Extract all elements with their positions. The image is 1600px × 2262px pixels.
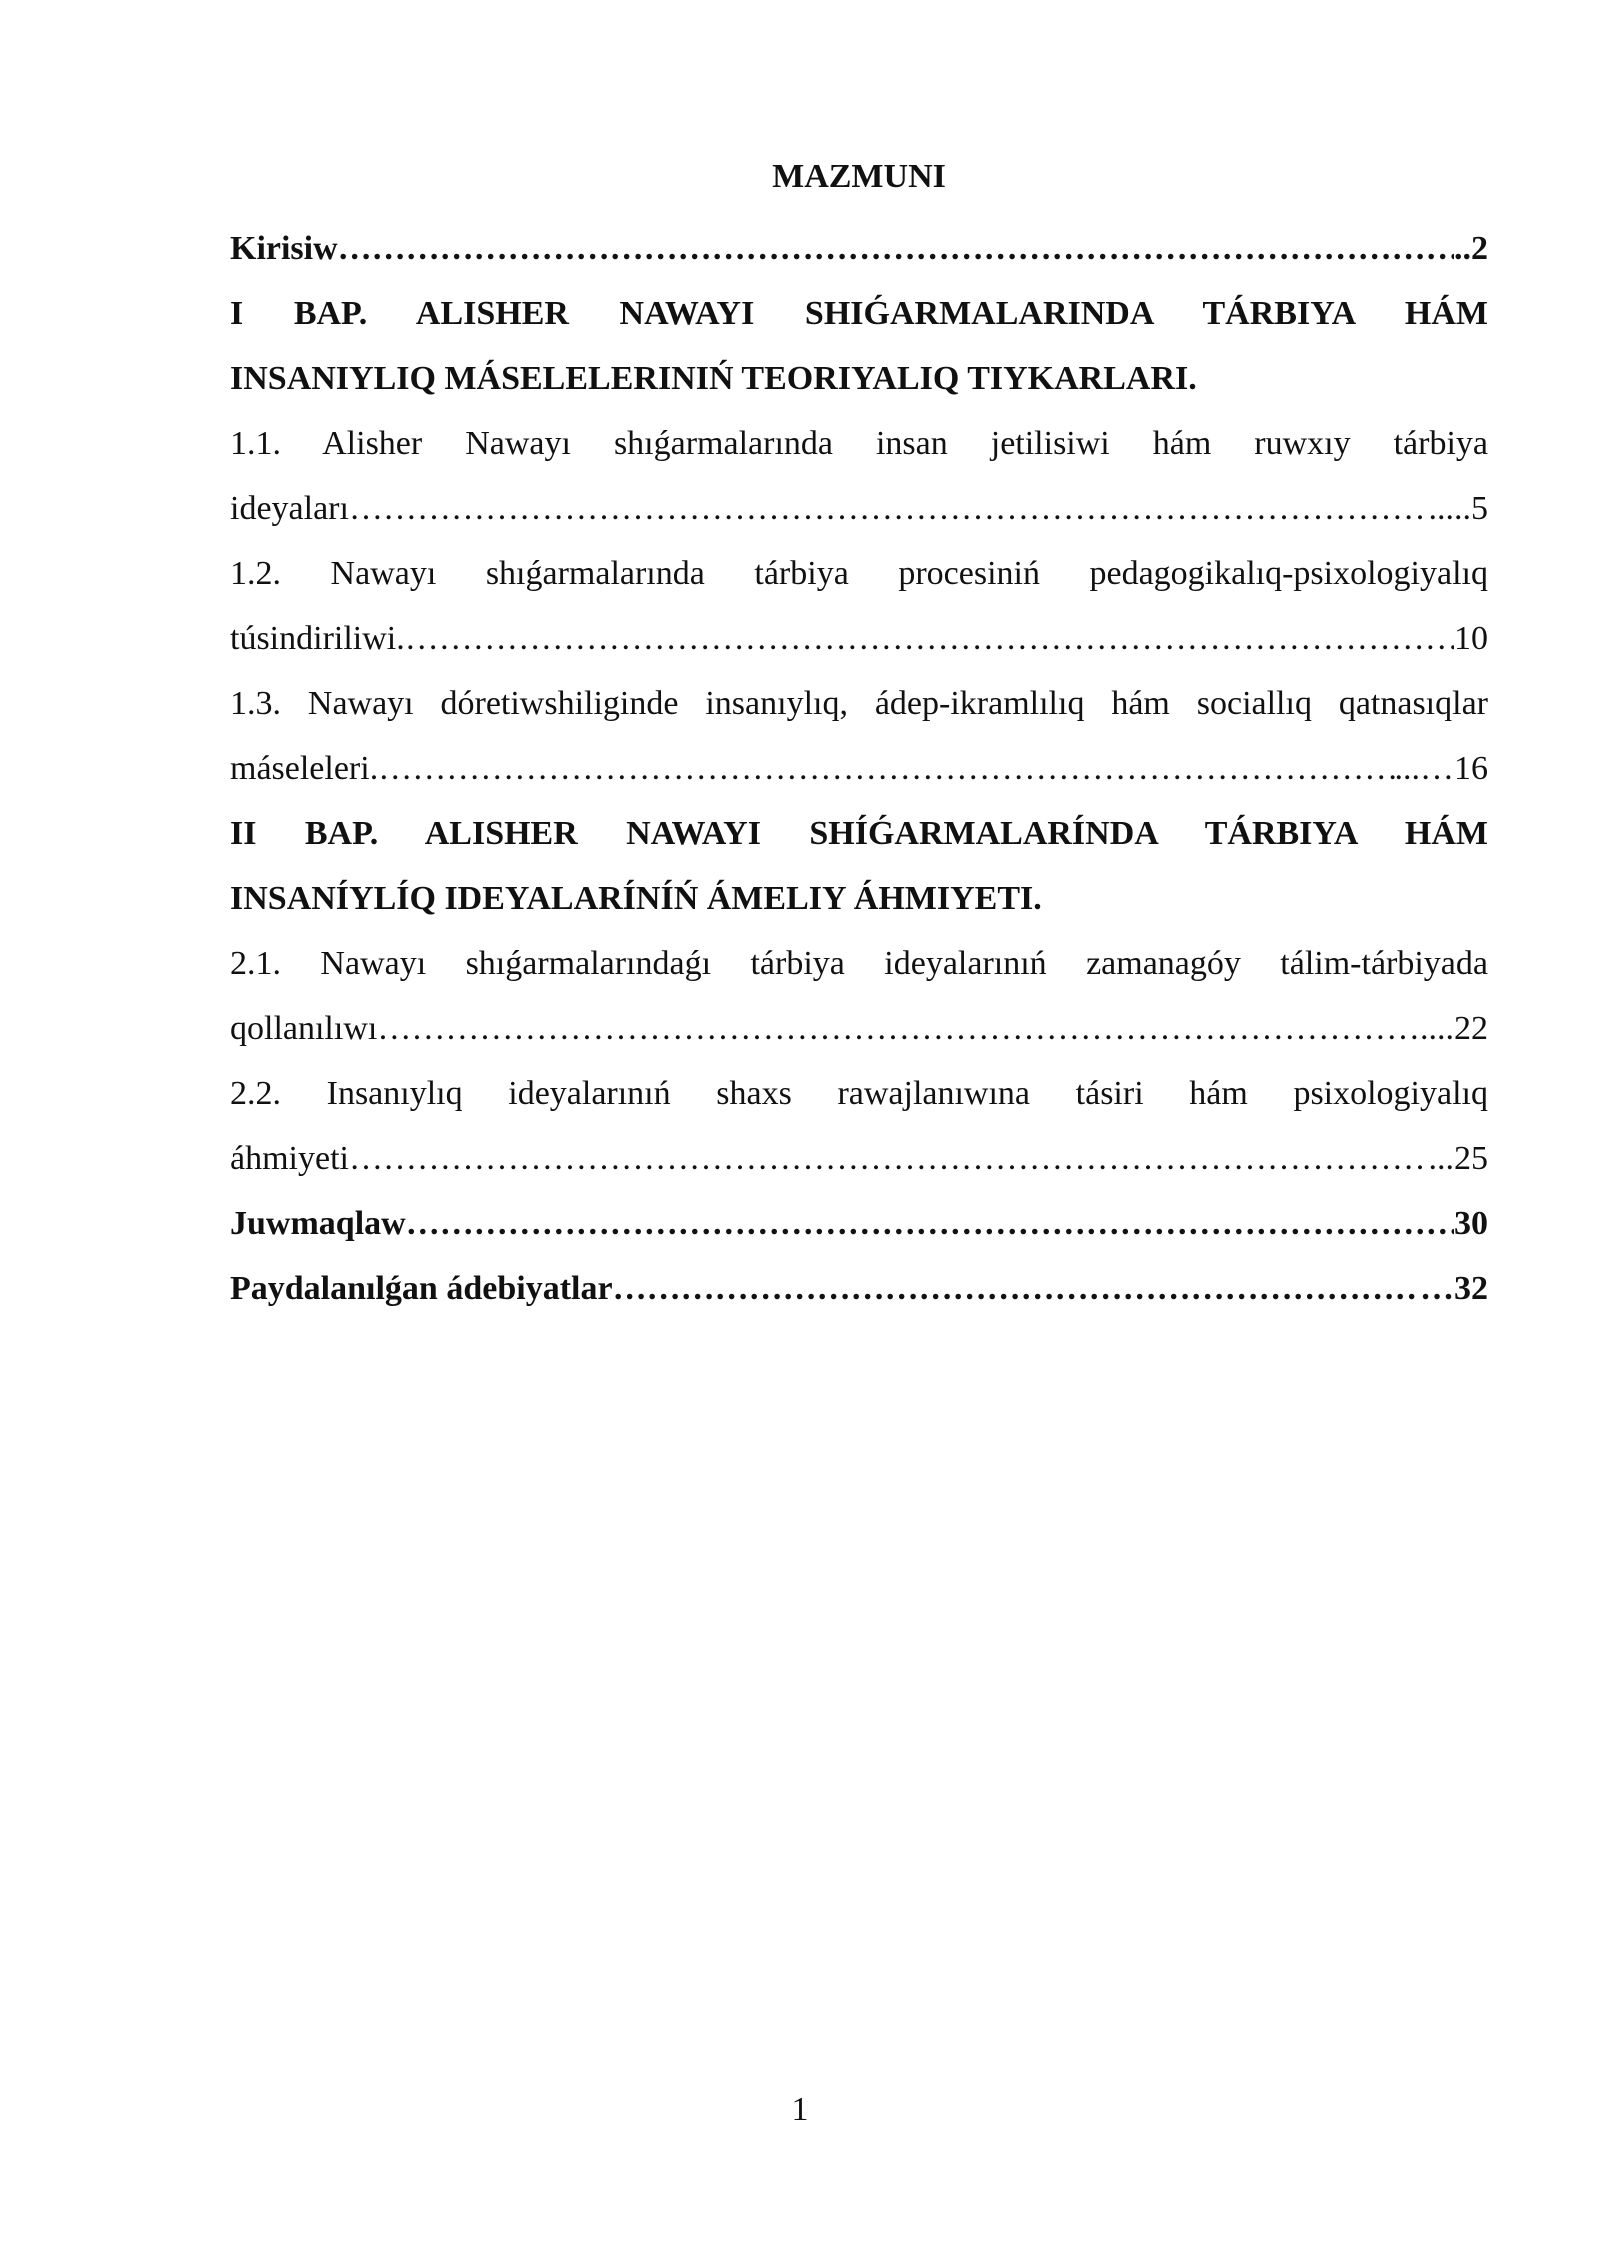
toc-entry-introduction[interactable] [230,216,1488,281]
dot-leader [349,1126,1429,1191]
toc-section-1-2-continued[interactable] [230,606,1488,671]
toc-title: MAZMUNI [772,158,946,195]
toc-section-1-1[interactable]: 1.1. Alisher Nawayı shıǵarmalarında insan jetilisiwi hám ruwxıy tárbiya [230,425,1488,462]
toc-entry-references[interactable] [230,1256,1488,1321]
toc-section-2-2[interactable]: 2.2. Insanıylıq ideyalarınıń shaxs rawajlanıwına tásiri hám psixologiyalıq [230,1075,1488,1112]
toc-entry-conclusion[interactable] [230,1191,1488,1256]
toc-section-2-1-continued[interactable] [230,996,1488,1061]
toc-section-2-1[interactable]: 2.1. Nawayı shıǵarmalarındaǵı tárbiya ideyalarınıń zamanagóy tálim-tárbiyada [230,945,1488,982]
dot-leader [338,216,1454,281]
toc-entry-page: 30 [1454,1205,1488,1242]
dot-leader [613,1256,1420,1321]
toc-section-2-2-continued[interactable] [230,1126,1488,1191]
toc-entry-page: ...…16 [1394,750,1488,787]
toc-chapter-2-heading[interactable]: II BAP. ALISHER NAWAYI SHÍǴARMALARÍNDA TÁRBIYA HÁM [230,815,1488,852]
table-of-contents [230,150,1488,1321]
toc-entry-page: …32 [1420,1270,1488,1307]
toc-entry-page: 10 [1454,620,1488,657]
toc-entry-label: Paydalanılǵan ádebiyatlar [230,1270,613,1307]
toc-chapter-2-heading-continued[interactable]: INSANÍYLÍQ IDEYALARÍNÍŃ ÁMELIY ÁHMIYETI. [230,880,1042,917]
toc-section-1-2[interactable]: 1.2. Nawayı shıǵarmalarında tárbiya procesiniń pedagogikalıq-psixologiyalıq [230,555,1488,592]
toc-entry-label: Juwmaqlaw [230,1205,406,1242]
toc-entry-label: túsindiriliwi. [230,620,405,657]
toc-section-1-3[interactable]: 1.3. Nawayı dóretiwshiliginde insanıylıq, ádep-ikramlılıq hám sociallıq qatnasıqlar [230,685,1488,722]
toc-section-1-1-continued[interactable] [230,476,1488,541]
toc-entry-page: .....5 [1428,490,1488,527]
dot-leader [406,1191,1454,1256]
toc-chapter-1-heading-continued[interactable]: INSANIYLIQ MÁSELELERINIŃ TEORIYALIQ TIYKARLARI. [230,360,1197,397]
toc-entry-label: Kirisiw [230,230,338,267]
toc-section-1-3-continued[interactable] [230,736,1488,801]
toc-entry-label: áhmiyeti [230,1140,349,1177]
dot-leader [377,996,1420,1061]
page-number: 1 [791,2091,809,2128]
toc-entry-label: qollanılıwı [230,1010,378,1047]
dot-leader [405,606,1454,671]
toc-entry-page: ...25 [1428,1140,1488,1177]
toc-entry-page: ..2 [1454,230,1488,267]
toc-entry-label: ideyaları [230,490,349,527]
toc-chapter-1-heading[interactable]: I BAP. ALISHER NAWAYI SHIǴARMALARINDA TÁRBIYA HÁM [230,295,1488,332]
toc-entry-page: ....22 [1420,1010,1488,1047]
dot-leader [378,736,1394,801]
dot-leader [349,476,1429,541]
toc-entry-label: máseleleri. [230,750,379,787]
